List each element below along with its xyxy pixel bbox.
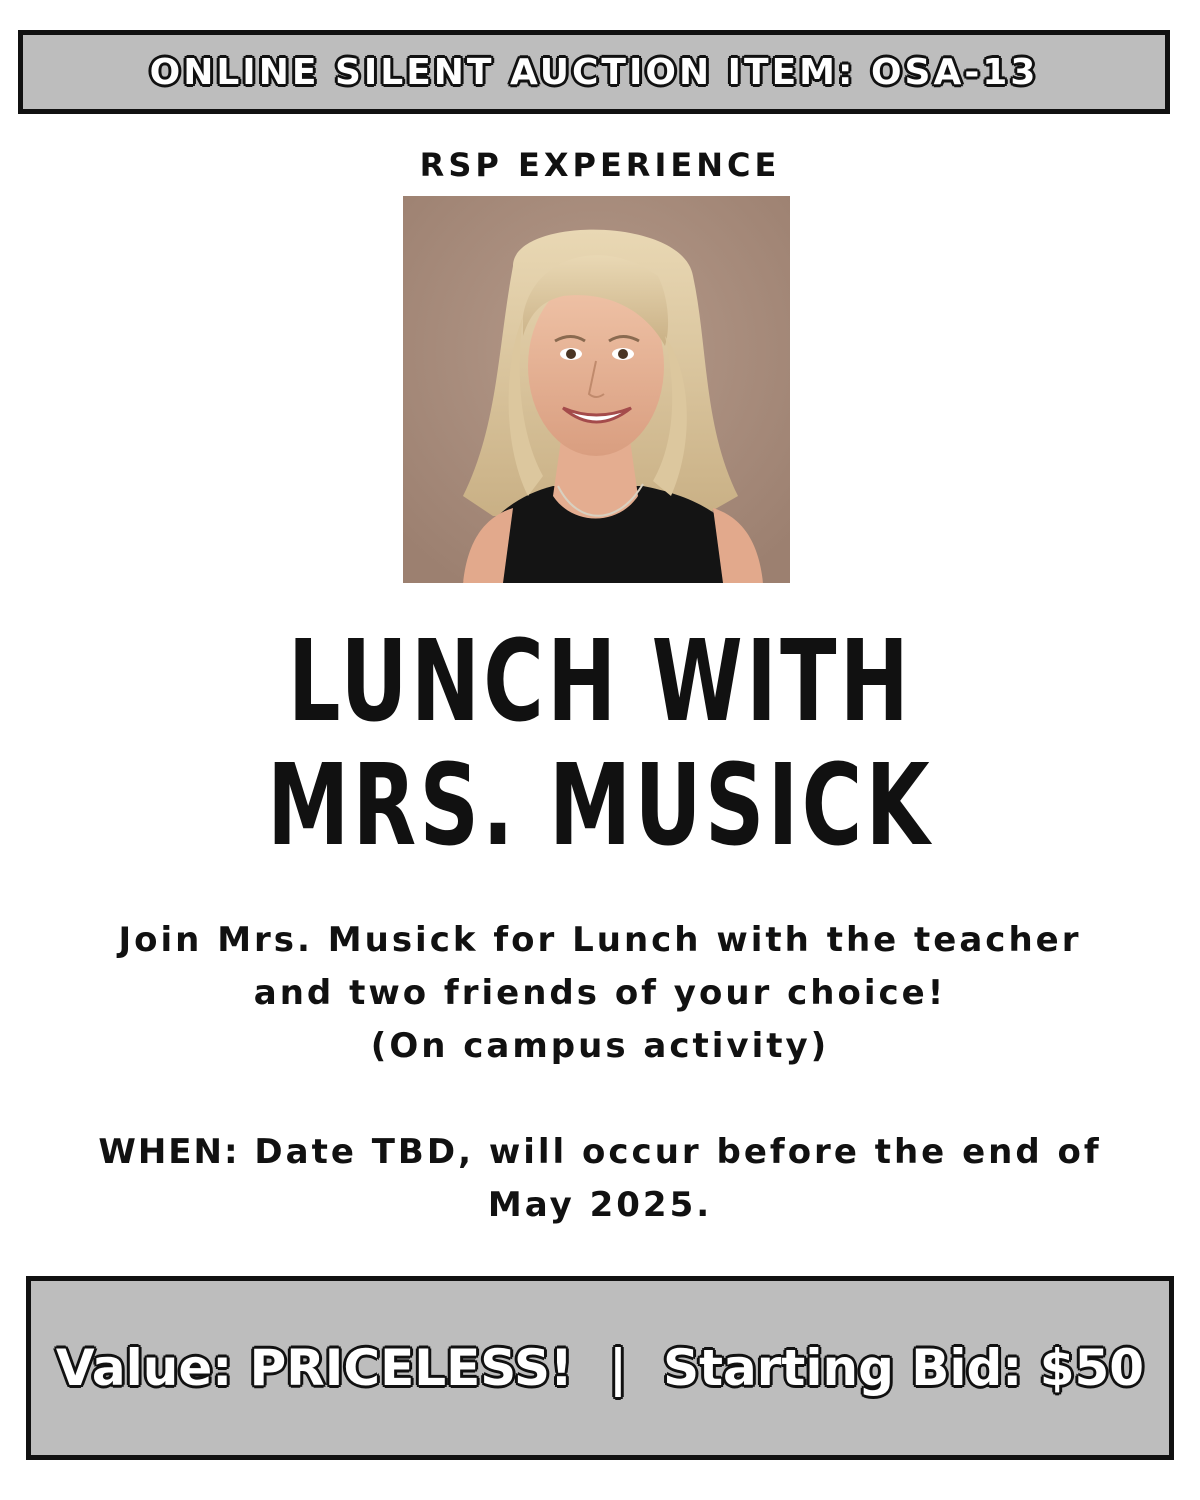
auction-item-banner bbox=[18, 30, 1170, 114]
pricing-separator: | bbox=[608, 1339, 628, 1397]
headline-line-2: MRS. MUSICK bbox=[267, 741, 933, 871]
value-text: Value: PRICELESS! bbox=[55, 1339, 573, 1397]
item-description bbox=[60, 914, 1140, 1073]
teacher-photo bbox=[403, 196, 790, 583]
auction-item-title: ONLINE SILENT AUCTION ITEM: OSA-13 bbox=[149, 51, 1039, 93]
when-line-2: May 2025. bbox=[487, 1185, 713, 1225]
experience-subtitle: RSP EXPERIENCE bbox=[419, 146, 781, 184]
when-text: Date TBD, will occur before the end of bbox=[254, 1132, 1102, 1172]
headline bbox=[108, 617, 1092, 871]
when-details bbox=[40, 1126, 1160, 1232]
when-label: WHEN: bbox=[98, 1132, 240, 1172]
description-line-2: and two friends of your choice! bbox=[253, 973, 947, 1013]
description-line-1: Join Mrs. Musick for Lunch with the teacher bbox=[118, 920, 1082, 960]
portrait-image bbox=[403, 196, 790, 583]
description-line-3: (On campus activity) bbox=[370, 1026, 830, 1066]
pricing-box bbox=[26, 1276, 1174, 1460]
starting-bid-text: Starting Bid: $50 bbox=[663, 1339, 1145, 1397]
headline-line-1: LUNCH WITH bbox=[287, 617, 913, 747]
